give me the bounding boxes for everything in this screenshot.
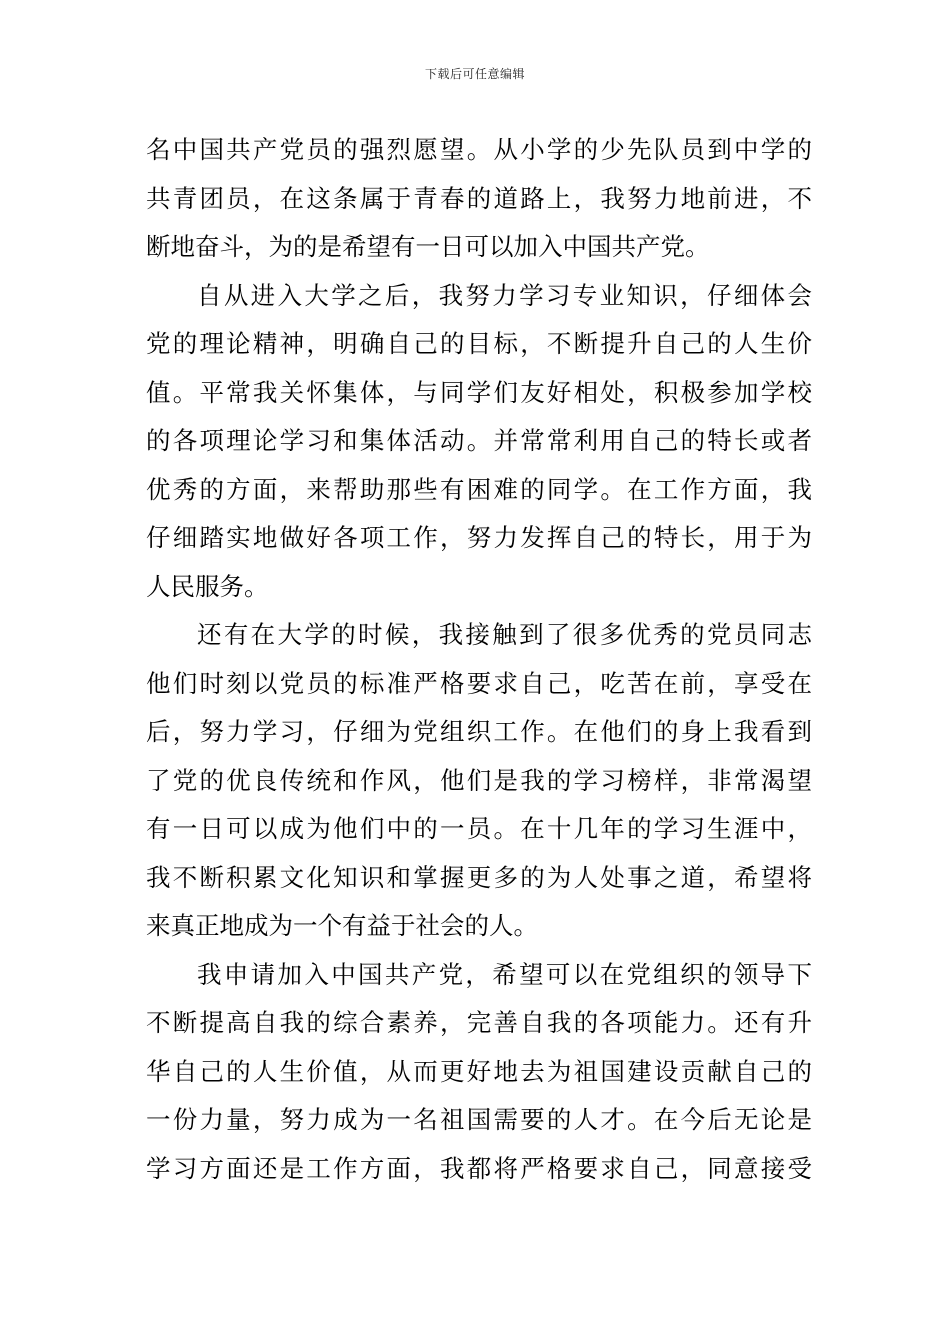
text-line: 断地奋斗，为的是希望有一日可以加入中国共产党。 — [146, 232, 710, 261]
text-line: 我申请加入中国共产党，希望可以在党组织的领导下 — [197, 959, 812, 989]
text-line: 我不断积累文化知识和掌握更多的为人处事之道，希望将 — [146, 862, 812, 892]
text-line: 华自己的人生价值，从而更好地去为祖国建设贡献自己的 — [146, 1056, 812, 1086]
text-line: 还有在大学的时候，我接触到了很多优秀的党员同志 — [197, 620, 812, 649]
text-line: 名中国共产党员的强烈愿望。从小学的少先队员到中学的 — [146, 135, 812, 164]
text-line: 仔细踏实地做好各项工作，努力发挥自己的特长，用于为 — [146, 523, 812, 552]
text-line: 学习方面还是工作方面，我都将严格要求自己，同意接受 — [146, 1153, 812, 1183]
text-line: 人民服务。 — [146, 571, 269, 601]
text-line: 党的理论精神，明确自己的目标，不断提升自己的人生价 — [146, 329, 812, 358]
text-line: 优秀的方面，来帮助那些有困难的同学。在工作方面，我 — [146, 474, 812, 504]
text-line: 的各项理论学习和集体活动。并常常利用自己的特长或者 — [146, 426, 812, 455]
text-line: 值。平常我关怀集体，与同学们友好相处，积极参加学校 — [146, 377, 812, 407]
text-line: 了党的优良传统和作风，他们是我的学习榜样，非常渴望 — [146, 765, 812, 795]
document-body — [146, 126, 812, 1193]
text-line: 来真正地成为一个有益于社会的人。 — [146, 911, 538, 940]
text-line: 后，努力学习，仔细为党组织工作。在他们的身上我看到 — [146, 717, 812, 746]
text-line: 有一日可以成为他们中的一员。在十几年的学习生涯中， — [146, 814, 812, 843]
text-line: 不断提高自我的综合素养，完善自我的各项能力。还有升 — [146, 1008, 812, 1037]
text-line: 自从进入大学之后，我努力学习专业知识，仔细体会 — [197, 280, 812, 310]
text-line: 一份力量，努力成为一名祖国需要的人才。在今后无论是 — [146, 1105, 812, 1134]
text-line: 共青团员，在这条属于青春的道路上，我努力地前进，不 — [146, 183, 812, 213]
page-header: 下载后可任意编辑 — [424, 67, 525, 81]
text-line: 他们时刻以党员的标准严格要求自己，吃苦在前，享受在 — [146, 668, 812, 698]
